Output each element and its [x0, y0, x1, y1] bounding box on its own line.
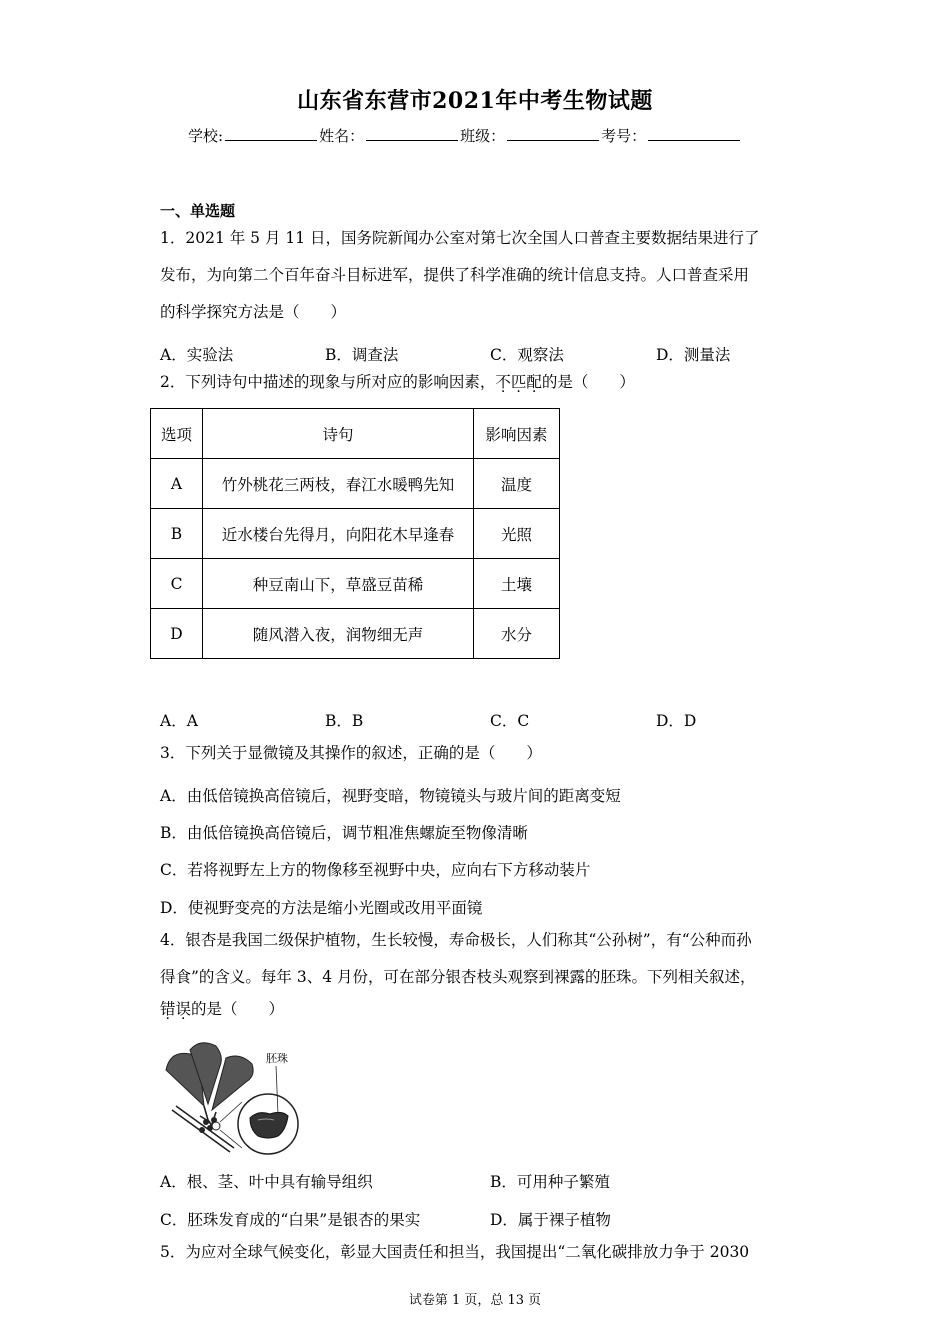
table-row — [151, 509, 560, 559]
q1-option-a: A．实验法 — [160, 346, 234, 364]
table-cell: 温度 — [474, 459, 560, 509]
q3-option-a: A．由低倍镜换高倍镜后，视野变暗，物镜镜头与玻片间的距离变短 — [160, 787, 621, 805]
q4-option-c: C．胚珠发育成的“白果”是银杏的果实 — [160, 1211, 421, 1229]
q2-stem — [160, 375, 635, 391]
q4-line2: 得食”的含义。每年 3、4 月份，可在部分银杏枝头观察到裸露的胚珠。下列相关叙述， — [160, 968, 756, 986]
q2-emphasis-char: 匹 — [510, 373, 527, 391]
q1-option-c: C．观察法 — [490, 346, 564, 364]
q2-option-a: A．A — [160, 712, 198, 730]
table-cell: 种豆南山下，草盛豆苗稀 — [203, 559, 474, 609]
table-header: 诗句 — [203, 409, 474, 459]
class-blank — [507, 126, 599, 141]
section-title: 一、单选题 — [160, 202, 236, 220]
exam-no-label: 考号： — [601, 127, 647, 145]
q2-option-c: C．C — [490, 712, 530, 730]
q4-emphasis-char: 误 — [175, 1000, 192, 1018]
table-row — [151, 609, 560, 659]
page-footer: 试卷第 1 页，总 13 页 — [408, 1293, 542, 1308]
class-label: 班级： — [460, 127, 506, 145]
school-blank — [225, 126, 317, 141]
table-row — [151, 559, 560, 609]
ginkgo-ovule-figure — [160, 1040, 310, 1158]
page-title: 山东省东营市2021年中考生物试题 — [297, 88, 653, 114]
school-label: 学校: — [188, 127, 224, 145]
q4-line1: 4．银杏是我国二级保护植物，生长较慢，寿命极长，人们称其“公孙树”，有“公种而孙 — [160, 931, 752, 949]
figure-label-ovule: 胚珠 — [266, 1053, 288, 1065]
table-header: 选项 — [151, 409, 203, 459]
q4-option-a: A．根、茎、叶中具有输导组织 — [160, 1173, 373, 1191]
table-cell: 水分 — [474, 609, 560, 659]
table-cell: 土壤 — [474, 559, 560, 609]
q4-option-d: D．属于裸子植物 — [490, 1211, 611, 1229]
q3-stem: 3．下列关于显微镜及其操作的叙述，正确的是（ ） — [160, 744, 542, 762]
table-cell: D — [151, 609, 203, 659]
ginkgo-leaves — [166, 1043, 253, 1110]
table-cell: 光照 — [474, 509, 560, 559]
student-info-line — [188, 125, 742, 146]
q4-line3 — [160, 1002, 284, 1018]
table-header-row — [151, 409, 560, 459]
q1-option-b: B．调查法 — [325, 346, 399, 364]
q4-emphasis-char: 错 — [160, 1000, 176, 1018]
q2-stem-post: 的是（ ） — [541, 373, 635, 391]
table-cell: C — [151, 559, 203, 609]
table-cell: B — [151, 509, 203, 559]
table-header: 影响因素 — [474, 409, 560, 459]
q2-option-d: D．D — [656, 712, 697, 730]
name-label: 姓名： — [319, 127, 365, 145]
exam-no-blank — [648, 126, 740, 141]
q3-option-b: B．由低倍镜换高倍镜后，调节粗准焦螺旋至物像清晰 — [160, 824, 528, 842]
q3-option-c: C．若将视野左上方的物像移至视野中央，应向右下方移动装片 — [160, 861, 591, 879]
table-cell: 竹外桃花三两枝，春江水暖鸭先知 — [203, 459, 474, 509]
table-cell: 近水楼台先得月，向阳花木早逢春 — [203, 509, 474, 559]
q4-line3-post: 的是（ ） — [191, 1000, 285, 1018]
table-row — [151, 459, 560, 509]
q3-option-d: D．使视野变亮的方法是缩小光圈或改用平面镜 — [160, 899, 483, 917]
q1-line2: 发布，为向第二个百年奋斗目标进军，提供了科学准确的统计信息支持。人口普查采用 — [160, 266, 750, 284]
q2-emphasis-char: 配 — [526, 373, 542, 391]
q4-option-b: B．可用种子繁殖 — [490, 1173, 610, 1191]
q1-line3: 的科学探究方法是（ ） — [160, 303, 347, 321]
q2-emphasis-char: 不 — [495, 373, 511, 391]
q2-table — [150, 408, 560, 659]
q5-line1: 5．为应对全球气候变化，彰显大国责任和担当，我国提出“二氧化碳排放力争于 2030 — [160, 1243, 750, 1261]
name-blank — [366, 126, 458, 141]
q2-option-b: B．B — [325, 712, 364, 730]
q1-option-d: D．测量法 — [656, 346, 731, 364]
table-cell: 随风潜入夜，润物细无声 — [203, 609, 474, 659]
zoom-source-circle — [212, 1122, 220, 1130]
q1-line1: 1．2021 年 5 月 11 日，国务院新闻办公室对第七次全国人口普查主要数据结果进行了 — [160, 229, 760, 247]
table-cell: A — [151, 459, 203, 509]
q2-stem-pre: 2．下列诗句中描述的现象与所对应的影响因素， — [160, 373, 496, 391]
